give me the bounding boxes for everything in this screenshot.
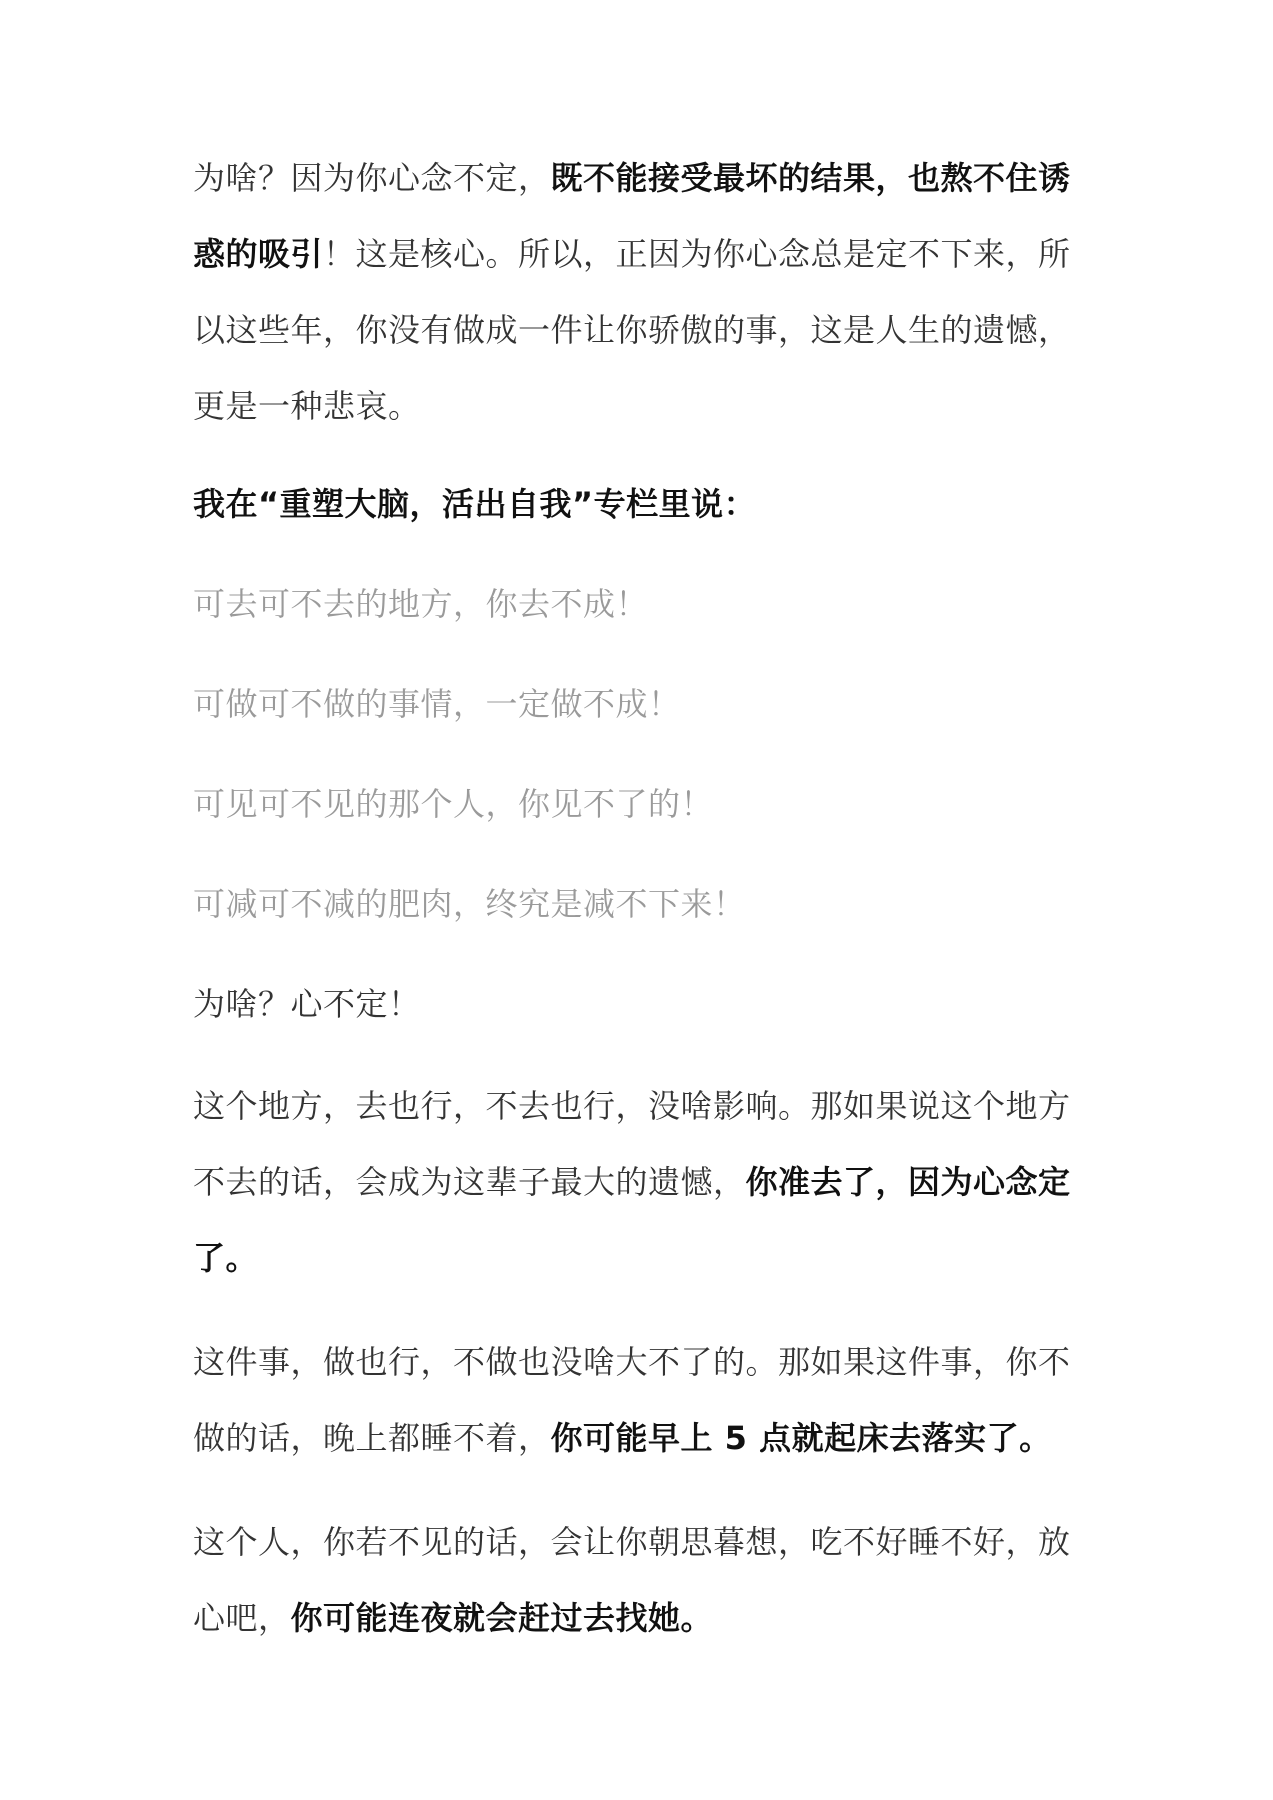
paragraph-task-bold: 你可能早上 5 点就起床去落实了。	[550, 1419, 1052, 1457]
paragraph-place-bold: 你准去了，因为心念定了。	[193, 1163, 1071, 1277]
paragraph-intro-text-2: ！这是核心。所以，正因为你心念总是定不下来，所以这些年，你没有做成一件让你骄傲的事，这是人生的遗憾，更是一种悲哀。	[193, 235, 1071, 425]
paragraph-place-text: 这个地方，去也行，不去也行，没啥影响。那如果说这个地方不去的话，会成为这辈子最大的遗憾，	[193, 1087, 1071, 1201]
paragraph-person	[193, 1504, 1093, 1656]
paragraph-place	[193, 1068, 1093, 1296]
quote-line-4: 可减可不减的肥肉，终究是减不下来！	[193, 885, 746, 923]
quote-line-2: 可做可不做的事情，一定做不成！	[193, 685, 681, 723]
article-body	[193, 140, 1093, 1684]
paragraph-task	[193, 1324, 1093, 1476]
paragraph-task-text: 这件事，做也行，不做也没啥大不了的。那如果这件事，你不做的话，晚上都睡不着，	[193, 1343, 1071, 1457]
paragraph-intro-bold: 既不能接受最坏的结果，也熬不住诱惑的吸引	[193, 159, 1071, 273]
paragraph-intro-text-1: 为啥？因为你心念不定，	[193, 159, 551, 197]
paragraph-person-bold: 你可能连夜就会赶过去找她。	[290, 1599, 714, 1637]
quote-line-3: 可见可不见的那个人，你见不了的！	[193, 785, 714, 823]
paragraph-why: 为啥？心不定！	[193, 985, 421, 1023]
paragraph-intro	[193, 140, 1093, 444]
quote-line-1: 可去可不去的地方，你去不成！	[193, 585, 649, 623]
column-quote-heading: 我在“重塑大脑，活出自我”专栏里说：	[193, 485, 757, 523]
paragraph-person-text: 这个人，你若不见的话，会让你朝思暮想，吃不好睡不好，放心吧，	[193, 1523, 1071, 1637]
